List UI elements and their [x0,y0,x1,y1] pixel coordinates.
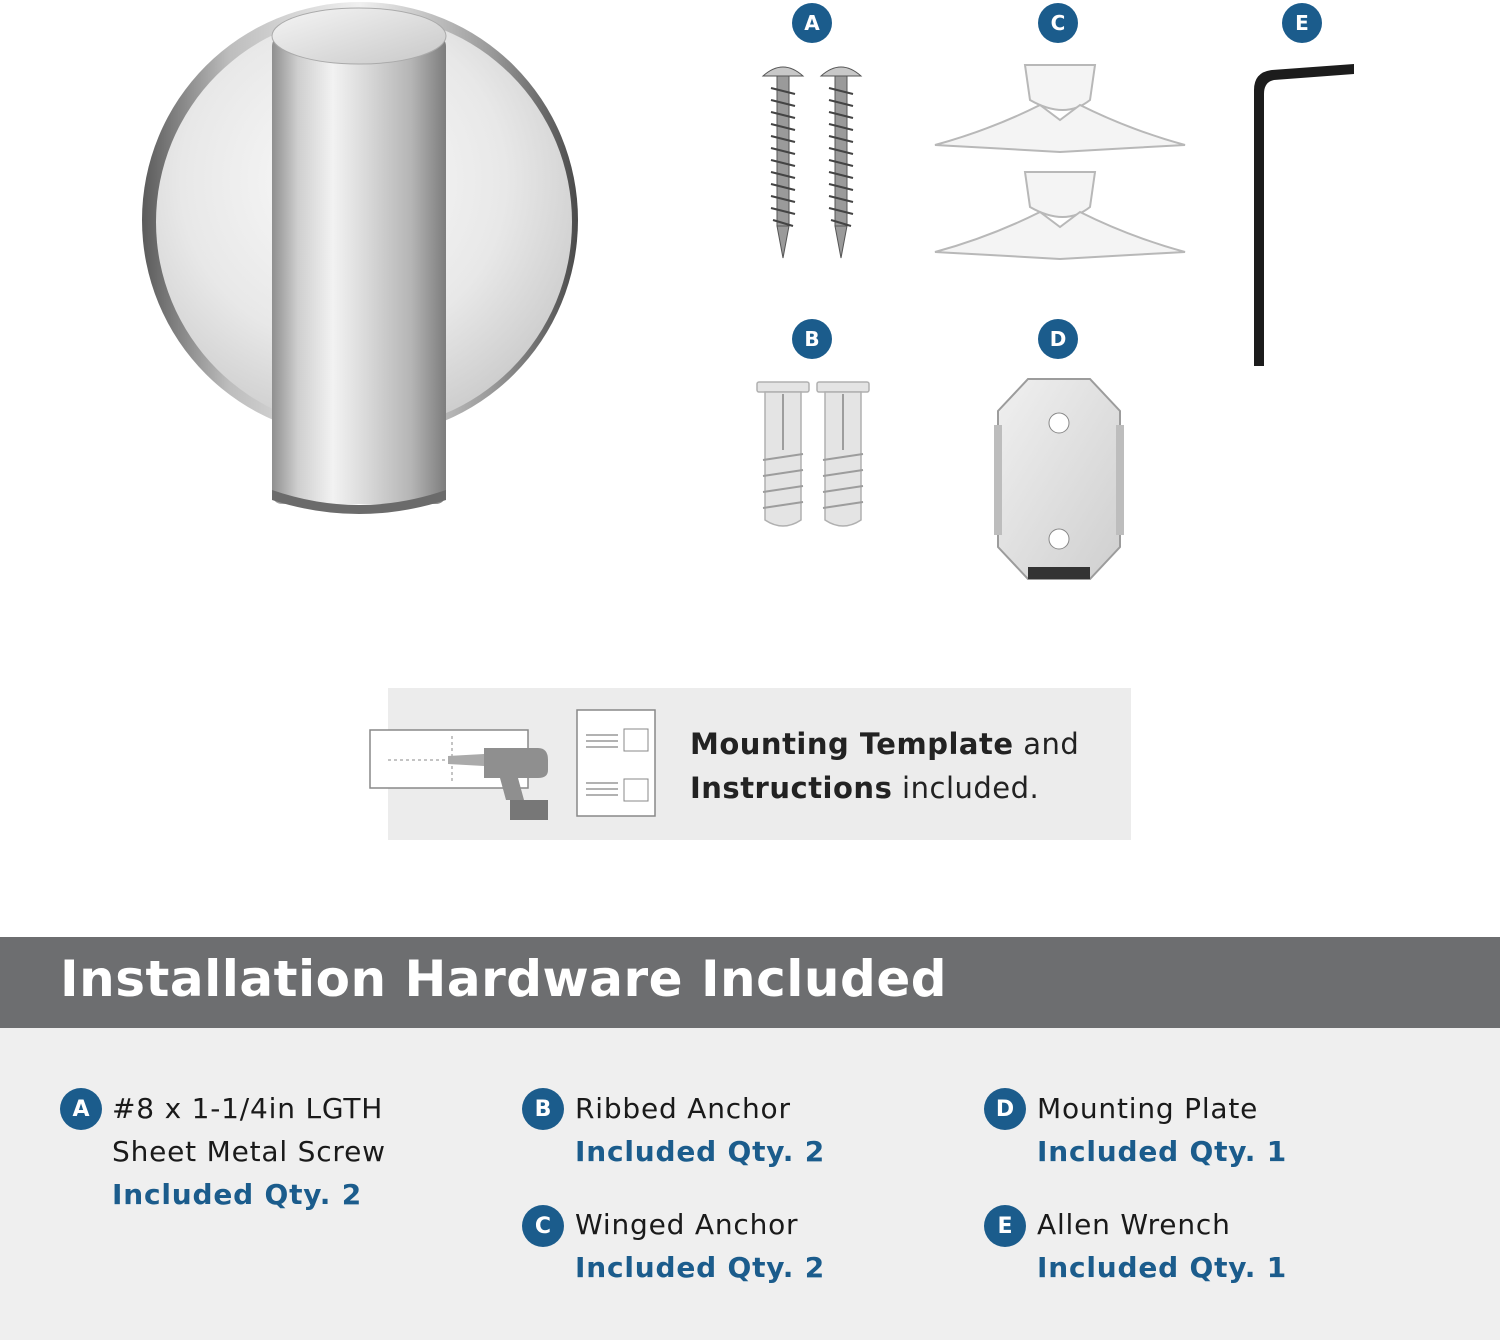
ribbed-anchor-icon [755,380,875,532]
item-c-qty: Included Qty. 2 [575,1251,826,1284]
allen-wrench-icon [1248,60,1358,370]
winged-anchor-icon [930,60,1190,270]
item-c-badge: C [522,1205,564,1247]
template-text-1: and [1013,727,1080,761]
item-e-name: Allen Wrench [1037,1208,1231,1241]
item-a [112,1087,386,1216]
item-a-qty: Included Qty. 2 [112,1178,363,1211]
instructions-document-icon [576,709,658,819]
item-d-name: Mounting Plate [1037,1092,1259,1125]
item-a-name-line1: #8 x 1-1/4in LGTH [112,1092,384,1125]
part-c-badge: C [1038,3,1078,43]
part-b-badge: B [792,319,832,359]
drill-icon [368,720,552,822]
item-b-badge: B [522,1088,564,1130]
part-a-badge: A [792,3,832,43]
robe-hook-image [140,0,580,520]
template-bold-1: Mounting Template [690,727,1014,761]
mounting-plate-icon [992,375,1126,587]
part-d-badge: D [1038,319,1078,359]
item-a-name-line2: Sheet Metal Screw [112,1135,386,1168]
part-e-badge: E [1282,3,1322,43]
item-b-qty: Included Qty. 2 [575,1135,826,1168]
item-d-qty: Included Qty. 1 [1037,1135,1288,1168]
template-bold-2: Instructions [690,771,893,805]
item-b [575,1087,825,1173]
item-b-name: Ribbed Anchor [575,1092,791,1125]
item-d [1037,1087,1287,1173]
item-c-name: Winged Anchor [575,1208,799,1241]
item-a-badge: A [60,1088,102,1130]
item-e [1037,1203,1287,1289]
item-e-badge: E [984,1205,1026,1247]
section-title: Installation Hardware Included [60,950,948,1008]
item-e-qty: Included Qty. 1 [1037,1251,1288,1284]
template-text-2: included. [892,771,1040,805]
template-note [690,722,1120,810]
item-c [575,1203,825,1289]
screw-icon [755,58,875,263]
item-d-badge: D [984,1088,1026,1130]
